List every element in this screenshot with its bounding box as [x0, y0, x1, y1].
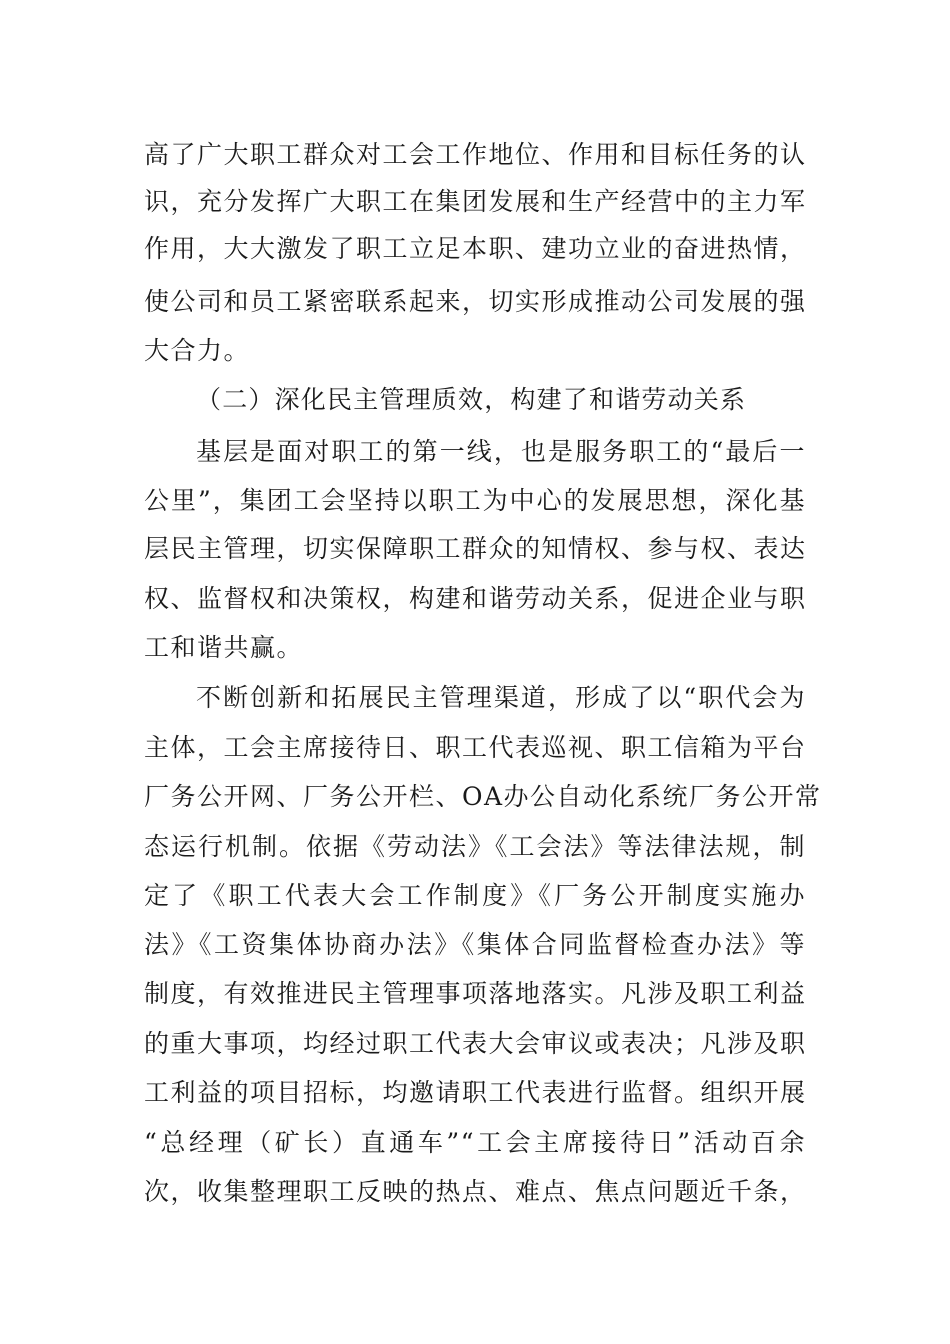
text-line: 大合力。	[144, 336, 251, 365]
text-line: 厂务公开网、厂务公开栏、OA办公自动化系统厂务公开常	[144, 782, 822, 811]
text-line: 基层是面对职工的第一线，也是服务职工的“最后一	[196, 437, 806, 466]
text-line: 态运行机制。依据《劳动法》《工会法》等法律法规，制	[144, 832, 806, 861]
text-line: 工利益的项目招标，均邀请职工代表进行监督。组织开展	[144, 1078, 807, 1107]
text-line: 识，充分发挥广大职工在集团发展和生产经营中的主力军	[144, 187, 807, 216]
text-line: 制度，有效推进民主管理事项落地落实。凡涉及职工利益	[144, 979, 807, 1008]
text-line: 公里”，集团工会坚持以职工为中心的发展思想，深化基	[144, 486, 806, 515]
text-line: 层民主管理，切实保障职工群众的知情权、参与权、表达	[144, 534, 807, 563]
section-heading: （二）深化民主管理质效，构建了和谐劳动关系	[196, 385, 747, 414]
text-line: “总经理（矿长）直通车”“工会主席接待日”活动百余	[144, 1128, 806, 1157]
text-line: 的重大事项，均经过职工代表大会审议或表决；凡涉及职	[144, 1029, 807, 1058]
text-line: 工和谐共赢。	[144, 633, 304, 662]
text-line: 定了《职工代表大会工作制度》《厂务公开制度实施办	[144, 881, 806, 910]
text-line: 作用，大大激发了职工立足本职、建功立业的奋进热情，	[144, 234, 807, 263]
text-line: 使公司和员工紧密联系起来，切实形成推动公司发展的强	[144, 287, 807, 316]
text-line: 法》《工资集体协商办法》《集体合同监督检查办法》等	[144, 930, 806, 959]
text-line: 主体，工会主席接待日、职工代表巡视、职工信箱为平台	[144, 733, 807, 762]
text-line: 次，收集整理职工反映的热点、难点、焦点问题近千条，	[144, 1177, 807, 1206]
text-line: 权、监督权和决策权，构建和谐劳动关系，促进企业与职	[144, 584, 807, 613]
text-line: 高了广大职工群众对工会工作地位、作用和目标任务的认	[144, 140, 807, 169]
text-line: 不断创新和拓展民主管理渠道，形成了以“职代会为	[196, 683, 806, 712]
